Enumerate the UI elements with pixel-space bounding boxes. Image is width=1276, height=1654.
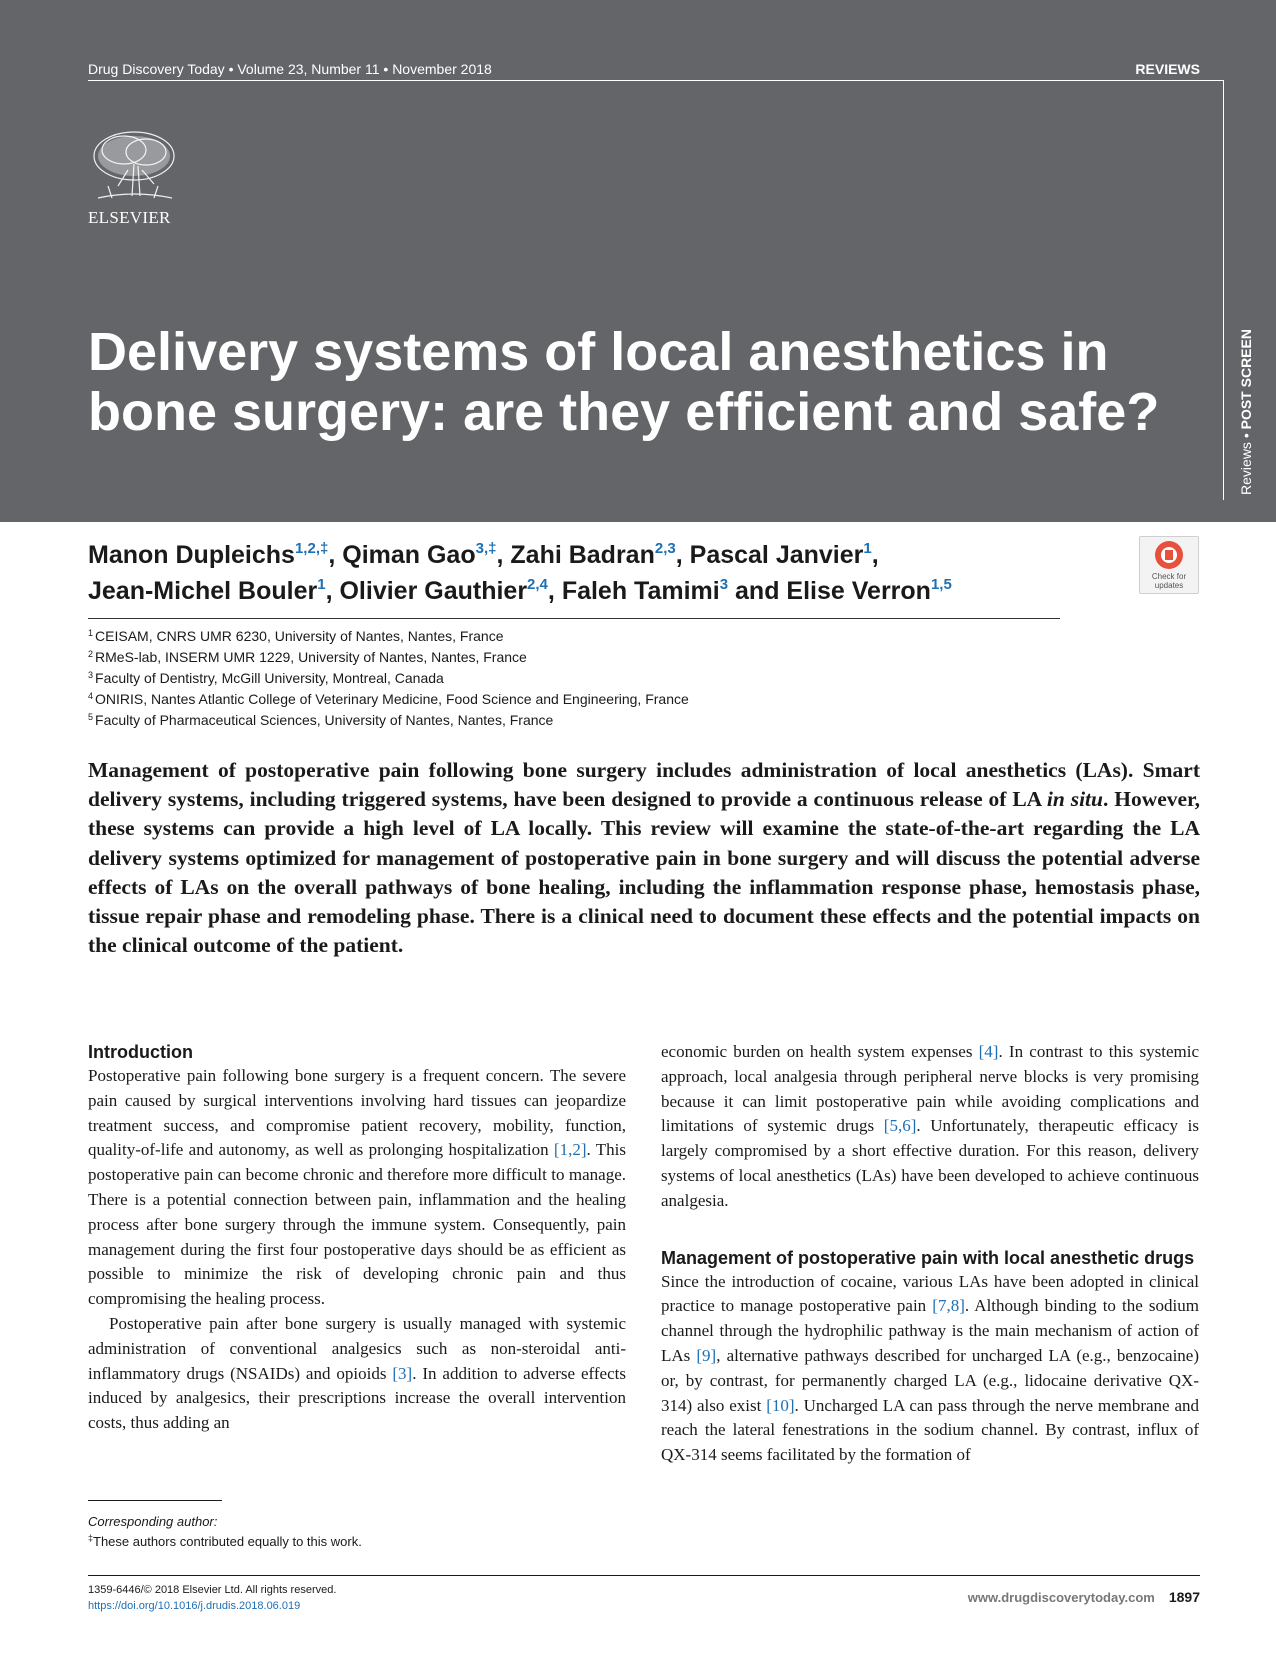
affiliation: $^1$ CEISAM, CNRS UMR 6230, University of Nantes, Nantes, France bbox=[88, 628, 504, 644]
page-number: 1897 bbox=[1168, 1589, 1200, 1605]
publisher-wordmark: ELSEVIER bbox=[88, 208, 171, 227]
check-for-updates-button[interactable] bbox=[1139, 536, 1199, 594]
footnotes bbox=[88, 1512, 626, 1552]
affiliation: $^4$ ONIRIS, Nantes Atlantic College of Veterinary Medicine, Food Science and Engineering, France bbox=[88, 691, 689, 707]
equal-contribution-note: ‡These authors contributed equally to this work. bbox=[88, 1533, 362, 1549]
author[interactable]: Manon Dupleichs$^{1,2,\ddagger}$ bbox=[88, 540, 329, 569]
bookmark-icon bbox=[1155, 541, 1183, 569]
article-title: Delivery systems of local anesthetics in bone surgery: are they efficient and safe? bbox=[88, 322, 1160, 442]
abstract: Management of postoperative pain following bone surgery includes administration of local anesthetics (LAs). Smart delivery systems, including triggered systems, have been designed to provide a continuous release of LA in situ. However, these systems can provide a high level of LA locally. This review will examine the state-of-the-art regarding the LA delivery systems optimized for management of postoperative pain in bone surgery and will discuss the potential adverse effects of LAs on the overall pathways of bone healing, including the inflammation response phase, hemostasis phase, tissue repair phase and remodeling phase. There is a clinical need to document these effects and the potential impacts on the clinical outcome of the patient. bbox=[88, 758, 1200, 958]
citation-link[interactable]: [5,6] bbox=[883, 1116, 917, 1136]
paragraph: economic burden on health system expenses [4]. In contrast to this systemic approach, local analgesia through peripheral nerve blocks is very promising because it can limit postoperative pain while avoiding complications and limitations of systemic drugs [5,6]. Unfortunately, therapeutic efficacy is largely compromised by a short effective duration. For this reason, delivery systems of local anesthetics (LAs) have been developed to achieve continuous analgesia. bbox=[661, 1042, 1200, 1210]
author[interactable]: Qiman Gao$^{3,\ddagger}$ bbox=[342, 540, 497, 569]
side-section-label: Reviews • POST SCREEN bbox=[1238, 329, 1254, 495]
journal-url-link[interactable]: www.drugdiscoverytoday.com bbox=[967, 1590, 1155, 1605]
right-column bbox=[661, 1040, 1199, 1468]
header-rule bbox=[88, 80, 1224, 81]
author[interactable]: Pascal Janvier$^1$ bbox=[689, 540, 872, 569]
affiliation: $^3$ Faculty of Dentistry, McGill University, Montreal, Canada bbox=[88, 670, 444, 686]
citation-link[interactable]: [4] bbox=[978, 1042, 999, 1061]
footnote-rule bbox=[88, 1500, 222, 1501]
side-rule bbox=[1223, 80, 1224, 500]
affiliation: $^5$ Faculty of Pharmaceutical Sciences, University of Nantes, Nantes, France bbox=[88, 712, 554, 728]
author-rule bbox=[88, 618, 1060, 619]
check-for-updates-label: Check for updates bbox=[1151, 572, 1187, 590]
paragraph: Since the introduction of cocaine, various LAs have been adopted in clinical practice to manage postoperative pain [7,8]. Although binding to the sodium channel through the hydrophilic pathway is the main mechanism of action of LAs [9], alternative pathways described for uncharged LA (e.g., benzocaine) or, by contrast, for permanently charged LA (e.g., lidocaine derivative QX-314) also exist [10]. Uncharged LA can pass through the nerve membrane and reach the lateral fenestrations in the sodium channel. By contrast, influx of QX-314 seems facilitated by the formation of bbox=[661, 1271, 1200, 1465]
citation-link[interactable]: [10] bbox=[766, 1395, 795, 1415]
citation-link[interactable]: [9] bbox=[696, 1345, 717, 1365]
section-label: REVIEWS bbox=[1135, 61, 1200, 77]
journal-citation: Drug Discovery Today • Volume 23, Number 11 • November 2018 bbox=[88, 61, 492, 77]
affiliation: $^2$ RMeS-lab, INSERM UMR 1229, University of Nantes, Nantes, France bbox=[88, 649, 527, 665]
paragraph: Postoperative pain following bone surgery is a frequent concern. The severe pain caused by surgical interventions involving hard tissues can jeopardize treatment success, and compromise patient recovery, mobility, function, quality-of-life and autonomy, as well as prolonging hospitalization [1,2]. This postoperative pain can become chronic and therefore more difficult to manage. There is a potential connection between pain, inflammation and the healing process after bone surgery through the immune system. Consequently, pain management during the first four postoperative days should be as efficient as possible to minimize the risk of developing chronic pain and thus compromising the healing process. bbox=[88, 1066, 626, 1309]
citation-link[interactable]: [3] bbox=[392, 1363, 413, 1383]
author[interactable]: Jean-Michel Bouler$^1$ bbox=[88, 576, 326, 605]
section-heading-introduction: Introduction bbox=[88, 1042, 193, 1062]
issn-copyright: 1359-6446/© 2018 Elsevier Ltd. All rights reserved. bbox=[88, 1584, 337, 1596]
footer-copyright bbox=[88, 1582, 336, 1614]
footer-page-info bbox=[968, 1589, 1200, 1605]
author[interactable]: Olivier Gauthier$^{2,4}$ bbox=[339, 576, 548, 605]
author-list: Manon Dupleichs$^{1,2,\ddagger}$, Qiman Gao$^{3,\ddagger}$, Zahi Badran$^{2,3}$, Pascal Janvier$^1$, Jean-Michel Bouler$^1$, Olivier Gauthier$^{2,4}$, Faleh Tamimi$^3$ and Elise Verron$^{1,5}$ bbox=[88, 540, 952, 605]
left-column bbox=[88, 1040, 626, 1436]
author[interactable]: Zahi Badran$^{2,3}$ bbox=[510, 540, 676, 569]
citation-link[interactable]: [1,2] bbox=[553, 1140, 587, 1160]
title-banner bbox=[0, 0, 1276, 522]
corresponding-author-note: Corresponding author: bbox=[88, 1514, 218, 1529]
affiliations bbox=[88, 626, 1088, 731]
citation-link[interactable]: [7,8] bbox=[932, 1296, 965, 1316]
paragraph: Postoperative pain after bone surgery is usually managed with systemic administration of conventional analgesics such as non-steroidal anti-inflammatory drugs (NSAIDs) and opioids [3]. In addition to adverse effects induced by analgesics, their prescriptions increase the overall intervention costs, thus adding an bbox=[88, 1313, 626, 1433]
doi-link[interactable]: https://doi.org/10.1016/j.drudis.2018.06.019 bbox=[88, 1600, 301, 1612]
author[interactable]: Faleh Tamimi$^3$ bbox=[561, 576, 729, 605]
footer-rule bbox=[88, 1575, 1200, 1576]
section-heading-management: Management of postoperative pain with local anesthetic drugs bbox=[661, 1247, 1195, 1268]
author[interactable]: Elise Verron$^{1,5}$ bbox=[786, 576, 952, 605]
